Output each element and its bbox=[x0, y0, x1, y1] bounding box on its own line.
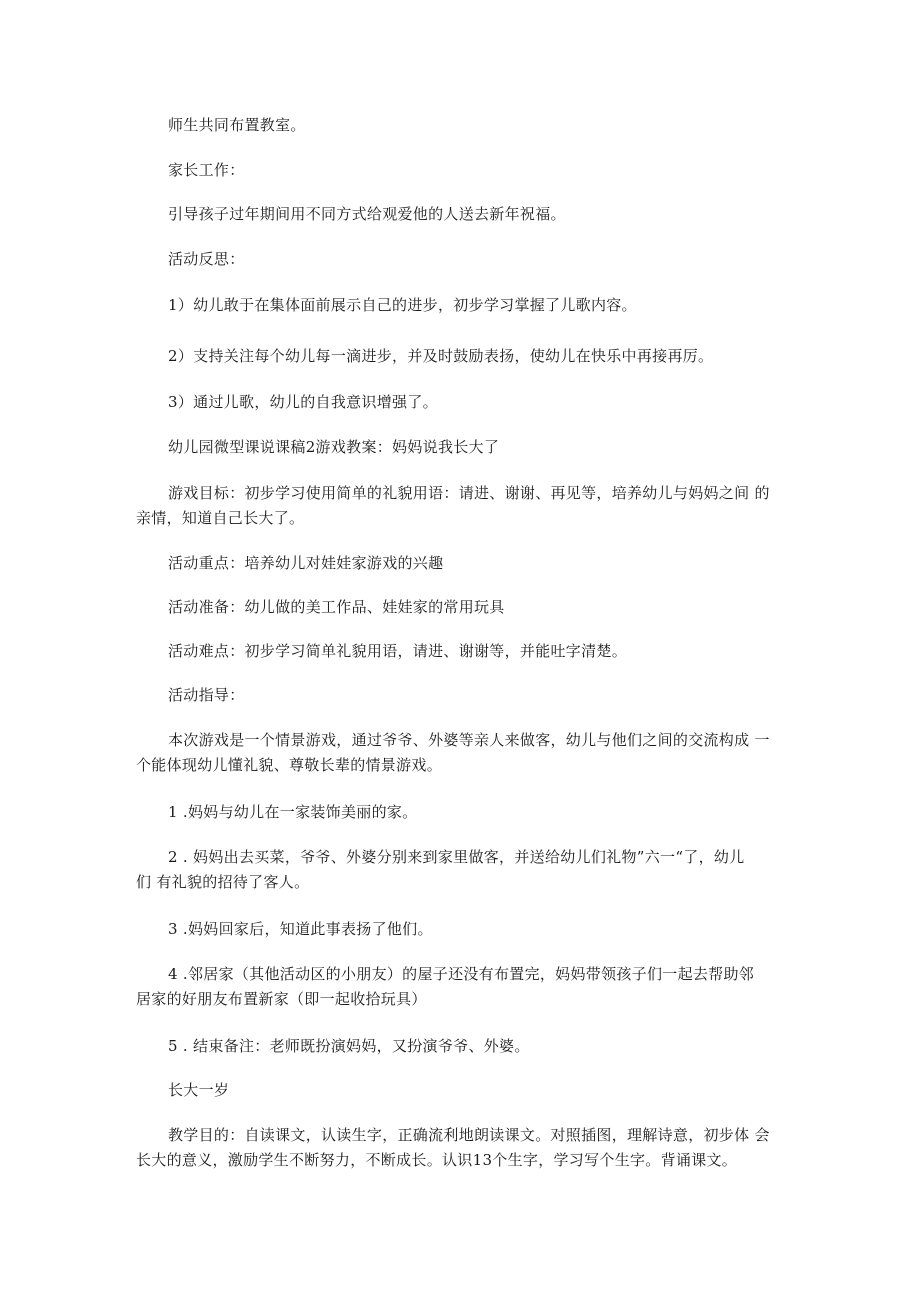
paragraph: 活动反思： bbox=[168, 250, 245, 268]
paragraph: 师生共同布置教室。 bbox=[168, 116, 306, 134]
paragraph: 教学目的：自读课文，认读生字，正确流利地朗读课文。对照插图，理解诗意，初步体 会 bbox=[168, 1126, 770, 1144]
list-item: 1）幼儿敢于在集体面前展示自己的进步，初步学习掌握了儿歌内容。 bbox=[168, 296, 637, 314]
list-item: 3）通过儿歌，幼儿的自我意识增强了。 bbox=[168, 393, 438, 411]
paragraph-continuation: 亲情，知道自己长大了。 bbox=[136, 509, 305, 527]
section-title: 长大一岁 bbox=[168, 1081, 230, 1099]
section-title: 幼儿园微型课说课稿2游戏教案：妈妈说我长大了 bbox=[168, 438, 500, 456]
list-item-continuation: 们 有礼貌的招待了客人。 bbox=[136, 873, 310, 891]
list-item: 5 . 结束备注：老师既扮演妈妈，又扮演爷爷、外婆。 bbox=[168, 1037, 530, 1055]
list-item: 4 .邻居家（其他活动区的小朋友）的屋子还没有布置完，妈妈带领孩子们一起去帮助邻 bbox=[168, 965, 755, 983]
paragraph: 本次游戏是一个情景游戏，通过爷爷、外婆等亲人来做客，幼儿与他们之间的交流构成 一 bbox=[168, 731, 770, 749]
paragraph: 活动准备：幼儿做的美工作品、娃娃家的常用玩具 bbox=[168, 598, 505, 616]
list-item: 3 .妈妈回家后，知道此事表扬了他们。 bbox=[168, 920, 433, 938]
paragraph: 活动重点：培养幼儿对娃娃家游戏的兴趣 bbox=[168, 554, 444, 572]
list-item: 1 .妈妈与幼儿在一家装饰美丽的家。 bbox=[168, 803, 418, 821]
paragraph-continuation: 个能体现幼儿懂礼貌、尊敬长辈的情景游戏。 bbox=[136, 756, 443, 774]
list-item-continuation: 居家的好朋友布置新家（即一起收拾玩具） bbox=[136, 990, 427, 1008]
paragraph: 引导孩子过年期间用不同方式给观爱他的人送去新年祝福。 bbox=[168, 205, 566, 223]
paragraph: 游戏目标：初步学习使用简单的礼貌用语：请进、谢谢、再见等，培养幼儿与妈妈之间 的 bbox=[168, 484, 770, 502]
paragraph: 活动难点：初步学习简单礼貌用语，请进、谢谢等，并能吐字清楚。 bbox=[168, 642, 628, 660]
paragraph-continuation: 长大的意义，激励学生不断努力，不断成长。认识13个生字，学习写个生字。背诵课文。 bbox=[136, 1151, 738, 1169]
paragraph: 活动指导： bbox=[168, 686, 245, 704]
list-item: 2 . 妈妈出去买菜，爷爷、外婆分别来到家里做客，并送给幼儿们礼物”六一“了，幼儿 bbox=[168, 848, 745, 866]
paragraph: 家长工作： bbox=[168, 161, 245, 179]
list-item: 2）支持关注每个幼儿每一滴进步，并及时鼓励表扬，使幼儿在快乐中再接再厉。 bbox=[168, 347, 714, 365]
